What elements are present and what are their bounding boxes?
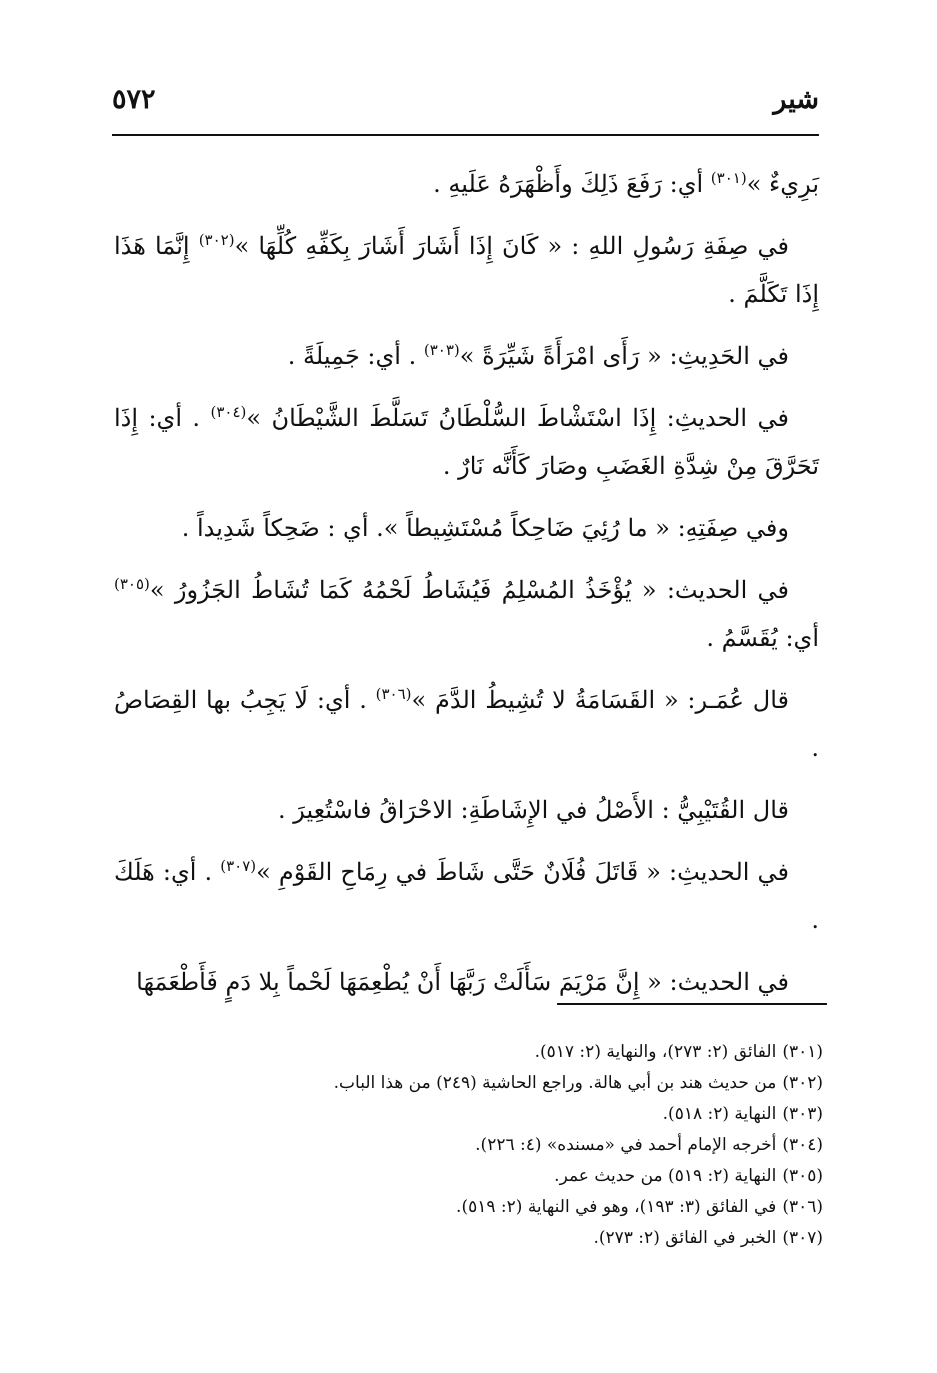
paragraph-9: في الحديثِ: « قَاتَلَ فُلَانٌ حَتَّى شَاطَ في رِمَاحِ القَوْمِ »$^{(٣٠٧)}$ . أي: هَلَكَ .	[114, 857, 819, 934]
header-rule	[112, 134, 819, 136]
running-head: شير	[773, 84, 819, 115]
footnote-ref-304[interactable]: (٣٠٤)	[210, 403, 247, 421]
footnote-302	[114, 1068, 823, 1099]
paragraph-7: قال عُمَـر: « القَسَامَةُ لا تُشِيطُ الدَّمَ »$^{(٣٠٦)}$ . أي: لَا يَجِبُ بها القِصَاصُ .	[114, 685, 819, 762]
footnote-number: (٣٠٥)	[782, 1166, 823, 1186]
page-number: ٥٧٢	[112, 84, 156, 115]
footnote-text: الخبر في الفائق (٢: ٢٧٣).	[593, 1228, 777, 1248]
footnote-number: (٣٠١)	[782, 1042, 823, 1062]
footnote-text: من حديث هند بن أبي هالة. وراجع الحاشية (٢٤٩) من هذا الباب.	[333, 1073, 777, 1093]
footnote-305	[114, 1161, 823, 1192]
footnote-text: النهاية (٢: ٥١٩) من حديث عمر.	[554, 1166, 777, 1186]
paragraph-1: بَرِيءٌ »$^{(٣٠١)}$ أي: رَفَعَ ذَلِكَ وأَظْهَرَهُ عَلَيهِ .	[433, 169, 819, 198]
paragraph-3: في الحَدِيثِ: « رَأَى امْرَأَةً شَيِّرَةً »$^{(٣٠٣)}$ . أي: جَمِيلَةً .	[287, 341, 789, 370]
footnotes	[114, 1037, 823, 1254]
footnote-text: النهاية (٢: ٥١٨).	[662, 1104, 777, 1124]
footnote-rule	[557, 1003, 827, 1005]
paragraph-10: في الحديث: « إِنَّ مَرْيَمَ سَأَلَتْ رَبَّهَا أَنْ يُطْعِمَهَا لَحْماً بِلا دَمٍ فَأَطْعَمَهَا	[136, 968, 789, 996]
footnote-ref-301[interactable]: (٣٠١)	[710, 169, 747, 187]
footnote-ref-302[interactable]: (٣٠٢)	[198, 231, 235, 249]
footnote-number: (٣٠٦)	[782, 1197, 823, 1217]
footnote-text: في الفائق (٣: ١٩٣)، وهو في النهاية (٢: ٥١٩).	[456, 1197, 777, 1217]
footnote-306	[114, 1192, 823, 1223]
paragraph-2: في صِفَةِ رَسُولِ اللهِ : « كَانَ إِذَا أَشَارَ أَشَارَ بِكَفِّهِ كُلِّهَا »$^{(٣٠٢)}$ إِنَّمَا هَذَا إِذَا تَكَلَّمَ .	[114, 231, 819, 308]
footnote-301	[114, 1037, 823, 1068]
body-text	[114, 160, 819, 1020]
footnote-303	[114, 1099, 823, 1130]
footnote-number: (٣٠٤)	[782, 1135, 823, 1155]
footnote-ref-303[interactable]: (٣٠٣)	[423, 341, 460, 359]
footnote-number: (٣٠٧)	[782, 1228, 823, 1248]
footnote-307	[114, 1223, 823, 1254]
page-header	[112, 78, 819, 136]
footnote-ref-305[interactable]: (٣٠٥)	[114, 575, 150, 593]
paragraph-4: في الحديثِ: إِذَا اسْتَشْاطَ السُّلْطَانُ تَسَلَّطَ الشَّيْطَانُ »$^{(٣٠٤)}$ . أي: إِذَا تَحَرَّقَ مِنْ شِدَّةِ الغَضَبِ وصَارَ كَأَنَّه نَارٌ .	[114, 403, 819, 480]
paragraph-8: قال القُتَيْبِيُّ : الأَصْلُ في الإِشَاطَةِ: الاحْرَاقُ فاسْتُعِيرَ .	[278, 796, 789, 824]
footnote-ref-306[interactable]: (٣٠٦)	[375, 685, 412, 703]
paragraph-5: وفي صِفَتِهِ: « ما رُئِيَ ضَاحِكاً مُسْتَشِيطاً ». أي : ضَحِكاً شَدِيداً .	[181, 514, 789, 542]
footnote-text: الفائق (٢: ٢٧٣)، والنهاية (٢: ٥١٧).	[534, 1042, 777, 1062]
footnote-304	[114, 1130, 823, 1161]
footnote-number: (٣٠٢)	[782, 1073, 823, 1093]
paragraph-6: في الحديث: « يُؤْخَذُ المُسْلِمُ فَيُشَاطُ لَحْمُهُ كَمَا تُشَاطُ الجَزُورُ »$^{(٣٠٥)}$ أي: يُقَسَّمُ .	[114, 575, 819, 652]
footnote-ref-307[interactable]: (٣٠٧)	[220, 857, 257, 875]
footnote-text: أخرجه الإمام أحمد في «مسنده» (٤: ٢٢٦).	[475, 1135, 777, 1155]
footnote-number: (٣٠٣)	[782, 1104, 823, 1124]
